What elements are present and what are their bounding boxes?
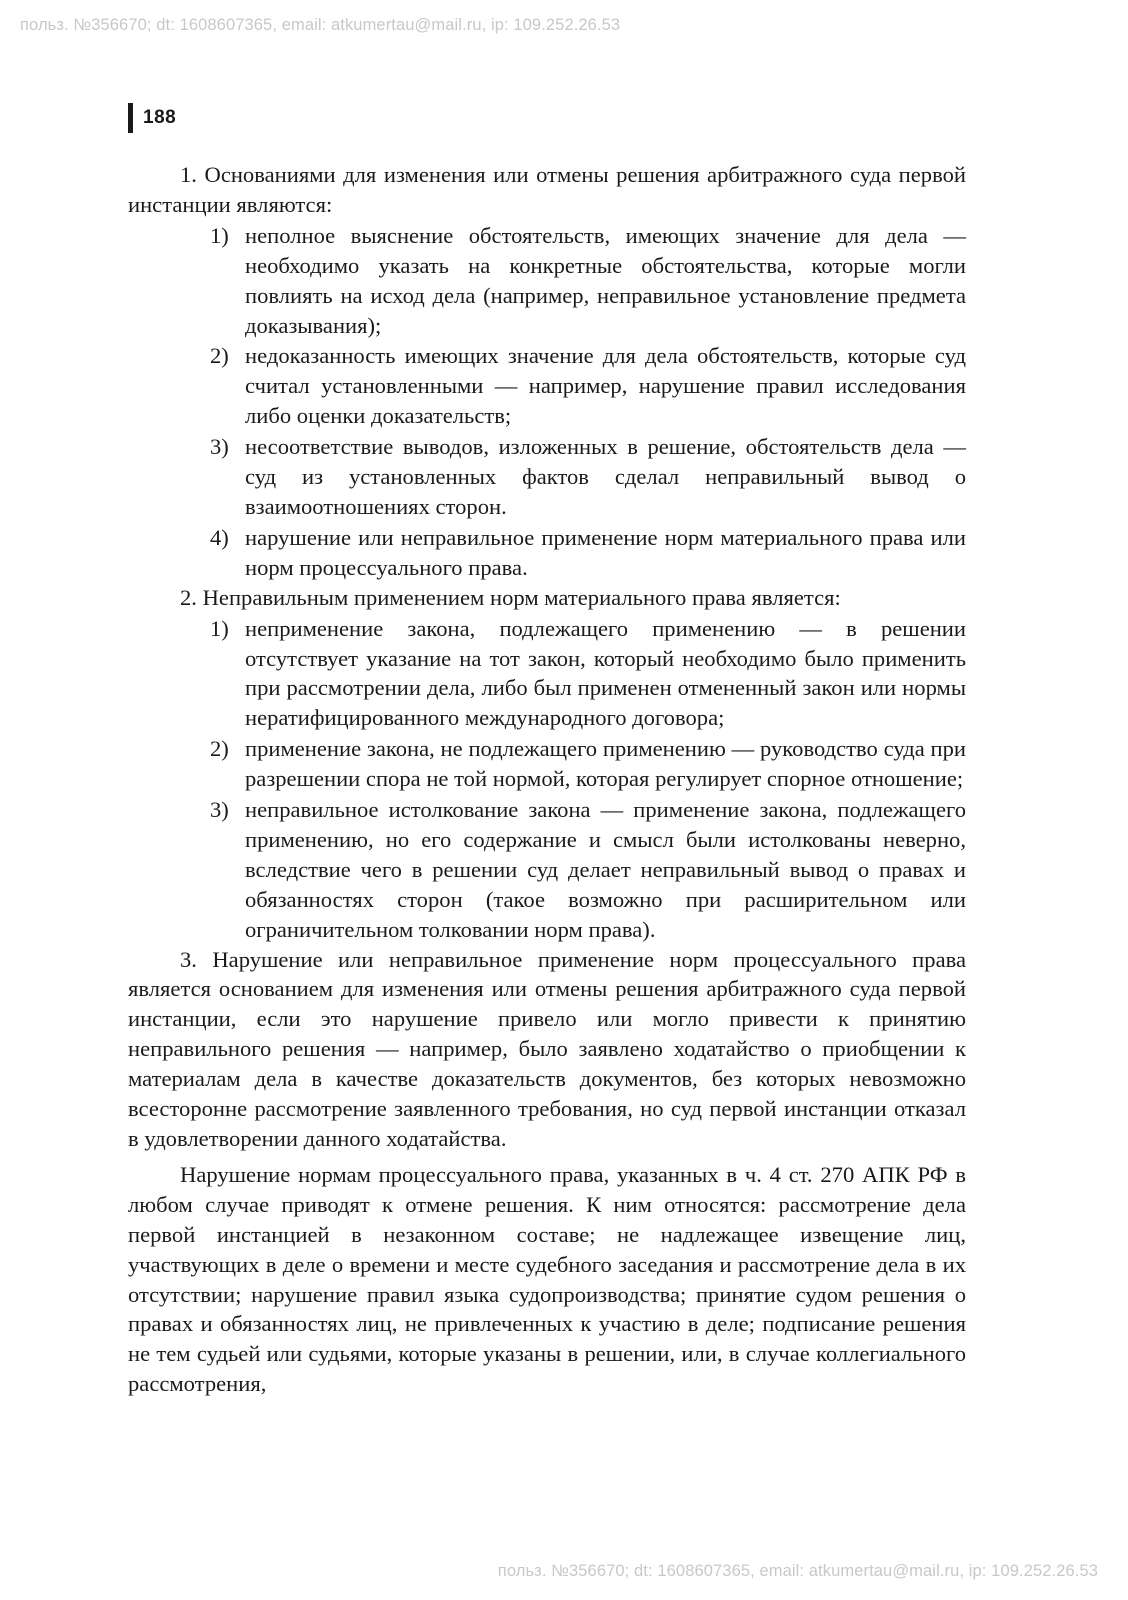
list-item-text: неправильное истолкование закона — применение закона, подлежащего применению, но его содержание и смысл были истолкованы неверно, вследствие чего в решении суд делает неправильный вывод о правах и обязанностях сторон (такое возможно при расширительном или ограничительном толковании норм права). <box>245 797 966 942</box>
section-2-intro: 2. Неправильным применением норм материального права является: <box>180 584 841 610</box>
list-item <box>210 341 966 431</box>
list-item <box>210 795 966 945</box>
list-item-text: неприменение закона, подлежащего применению — в решении отсутствует указание на тот закон, который необходимо было применить при рассмотрении дела, либо был применен отмененный закон или нормы нератифицированного международного договора; <box>245 615 966 731</box>
list-item-number: 1) <box>210 615 229 641</box>
watermark-top: польз. №356670; dt: 1608607365, email: atkumertau@mail.ru, ip: 109.252.26.53 <box>20 16 621 34</box>
section-1-list <box>128 221 966 583</box>
page-header <box>128 103 176 133</box>
list-item-text: неполное выяснение обстоятельств, имеющих значение для дела — необходимо указать на конкретные обстоятельства, которые могли повлиять на исход дела (например, неправильное установление предмета доказывания); <box>245 222 966 338</box>
list-item <box>210 221 966 341</box>
list-item <box>210 432 966 522</box>
list-item <box>210 523 966 583</box>
list-item-text: несоответствие выводов, изложенных в решение, обстоятельств дела — суд из установленных фактов сделал неправильный вывод о взаимоотношениях сторон. <box>245 434 966 519</box>
list-item-number: 3) <box>210 434 229 460</box>
watermark-bottom: польз. №356670; dt: 1608607365, email: atkumertau@mail.ru, ip: 109.252.26.53 <box>497 1562 1098 1580</box>
list-item <box>210 734 966 794</box>
page-number: 188 <box>143 107 177 128</box>
list-item-text: недоказанность имеющих значение для дела обстоятельств, которые суд считал установленными — например, нарушение правил исследования либо оценки доказательств; <box>245 343 966 429</box>
section-3-paragraph: 3. Нарушение или неправильное применение норм процессуального права является основанием для изменения или отмены решения арбитражного суда первой инстанции, если это нарушение привело или могло привести к принятию неправильного решения — например, было заявлено ходатайство о приобщении к материалам дела в качестве доказательств документов, без которых невозможно всесторонне рассмотрение заявленного требования, но суд первой инстанции отказал в удовлетворении данного ходатайства. <box>128 946 966 1151</box>
page-body <box>128 160 966 1399</box>
list-item-number: 2) <box>210 736 229 762</box>
section-2-list <box>128 614 966 945</box>
paragraph-4: Нарушение нормам процессуального права, указанных в ч. 4 ст. 270 АПК РФ в любом случае приводят к отмене решения. К ним относятся: рассмотрение дела первой инстанцией в незаконном составе; не надлежащее извещение лиц, участвующих в деле о времени и месте судебного заседания и рассмотрение дела в их отсутствии; нарушение правил языка судопроизводства; принятие судом решения о правах и обязанностях лиц, не привлеченных к участию в деле; подписание решения не тем судьей или судьями, которые указаны в решении, или, в случае коллегиального рассмотрения, <box>128 1161 966 1397</box>
section-1-intro: 1. Основаниями для изменения или отмены решения арбитражного суда первой инстанции являются: <box>128 162 966 217</box>
list-item-text: нарушение или неправильное применение норм материального права или норм процессуального права. <box>245 524 966 580</box>
list-item-number: 2) <box>210 343 229 369</box>
list-item-text: применение закона, не подлежащего применению — руководство суда при разрешении спора не той нормой, которая регулирует спорное отношение; <box>245 736 966 792</box>
list-item-number: 4) <box>210 524 229 550</box>
list-item-number: 3) <box>210 797 229 823</box>
page-marker-bar <box>128 103 133 133</box>
list-item <box>210 614 966 734</box>
list-item-number: 1) <box>210 222 229 248</box>
